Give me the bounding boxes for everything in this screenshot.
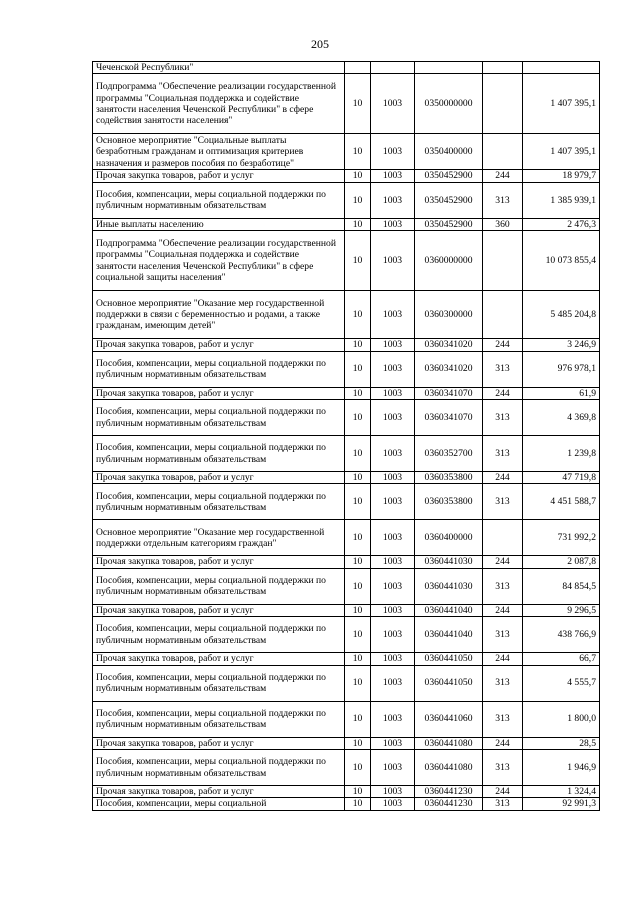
expense-type-cell: 244 (483, 387, 523, 399)
target-article-cell: 0360441080 (415, 750, 483, 786)
expense-type-cell: 360 (483, 218, 523, 230)
target-article-cell: 0360353800 (415, 484, 483, 520)
expense-type-cell: 244 (483, 737, 523, 749)
section-cell: 10 (345, 231, 371, 291)
row-name-cell: Прочая закупка товаров, работ и услуг (93, 556, 345, 568)
expense-type-cell (483, 231, 523, 291)
target-article-cell: 0360441030 (415, 568, 483, 604)
amount-cell (523, 62, 600, 74)
row-name-cell: Пособия, компенсации, меры социальной поддержки по публичным нормативным обязательствам (93, 436, 345, 472)
subsection-cell: 1003 (371, 74, 415, 134)
section-cell: 10 (345, 617, 371, 653)
section-cell: 10 (345, 182, 371, 218)
section-cell: 10 (345, 484, 371, 520)
expense-type-cell (483, 62, 523, 74)
row-name-cell: Пособия, компенсации, меры социальной поддержки по публичным нормативным обязательствам (93, 701, 345, 737)
section-cell (345, 62, 371, 74)
subsection-cell: 1003 (371, 798, 415, 810)
target-article-cell: 0360400000 (415, 520, 483, 556)
amount-cell: 1 385 939,1 (523, 182, 600, 218)
row-name-cell: Основное мероприятие "Оказание мер государственной поддержки отдельным категориям граждан" (93, 520, 345, 556)
subsection-cell: 1003 (371, 786, 415, 798)
target-article-cell: 0360353800 (415, 472, 483, 484)
expense-type-cell: 244 (483, 472, 523, 484)
table-row (93, 231, 600, 291)
table-row (93, 701, 600, 737)
row-name-cell: Прочая закупка товаров, работ и услуг (93, 786, 345, 798)
table-row (93, 665, 600, 701)
subsection-cell: 1003 (371, 484, 415, 520)
page-number: 205 (311, 37, 329, 51)
row-name-cell: Прочая закупка товаров, работ и услуг (93, 170, 345, 182)
row-name-cell: Основное мероприятие "Социальные выплаты безработным гражданам и оптимизация критериев назначения и размеров пособия по безработице" (93, 134, 345, 170)
expense-type-cell: 313 (483, 182, 523, 218)
amount-cell: 731 992,2 (523, 520, 600, 556)
table-row (93, 170, 600, 182)
amount-cell: 84 854,5 (523, 568, 600, 604)
row-name-cell: Пособия, компенсации, меры социальной поддержки по публичным нормативным обязательствам (93, 617, 345, 653)
subsection-cell (371, 62, 415, 74)
subsection-cell: 1003 (371, 134, 415, 170)
expense-type-cell (483, 74, 523, 134)
section-cell: 10 (345, 436, 371, 472)
table-row (93, 737, 600, 749)
amount-cell: 4 451 588,7 (523, 484, 600, 520)
section-cell: 10 (345, 218, 371, 230)
amount-cell: 2 476,3 (523, 218, 600, 230)
amount-cell: 438 766,9 (523, 617, 600, 653)
section-cell: 10 (345, 737, 371, 749)
subsection-cell: 1003 (371, 568, 415, 604)
expense-type-cell: 244 (483, 653, 523, 665)
table-row (93, 62, 600, 74)
table-row (93, 291, 600, 339)
row-name-cell: Прочая закупка товаров, работ и услуг (93, 472, 345, 484)
expense-type-cell: 244 (483, 170, 523, 182)
section-cell: 10 (345, 170, 371, 182)
table-row (93, 617, 600, 653)
subsection-cell: 1003 (371, 291, 415, 339)
target-article-cell: 0360341020 (415, 351, 483, 387)
row-name-cell: Пособия, компенсации, меры социальной поддержки по публичным нормативным обязательствам (93, 351, 345, 387)
expense-type-cell (483, 520, 523, 556)
target-article-cell: 0360352700 (415, 436, 483, 472)
amount-cell: 47 719,8 (523, 472, 600, 484)
subsection-cell: 1003 (371, 653, 415, 665)
subsection-cell: 1003 (371, 617, 415, 653)
row-name-cell: Прочая закупка товаров, работ и услуг (93, 604, 345, 616)
expense-type-cell: 244 (483, 786, 523, 798)
section-cell: 10 (345, 339, 371, 351)
subsection-cell: 1003 (371, 556, 415, 568)
amount-cell: 92 991,3 (523, 798, 600, 810)
row-name-cell: Чеченской Республики" (93, 62, 345, 74)
row-name-cell: Пособия, компенсации, меры социальной поддержки по публичным нормативным обязательствам (93, 182, 345, 218)
table-row (93, 339, 600, 351)
section-cell: 10 (345, 74, 371, 134)
target-article-cell: 0350452900 (415, 182, 483, 218)
section-cell: 10 (345, 520, 371, 556)
section-cell: 10 (345, 472, 371, 484)
row-name-cell: Пособия, компенсации, меры социальной поддержки по публичным нормативным обязательствам (93, 400, 345, 436)
table-row (93, 400, 600, 436)
subsection-cell: 1003 (371, 665, 415, 701)
section-cell: 10 (345, 604, 371, 616)
row-name-cell: Подпрограмма "Обеспечение реализации государственной программы "Социальная поддержка и содействие занятости населения Чеченской Республики" в сфере содействия занятости населения" (93, 74, 345, 134)
amount-cell: 1 407 395,1 (523, 74, 600, 134)
expense-type-cell: 313 (483, 617, 523, 653)
amount-cell: 3 246,9 (523, 339, 600, 351)
target-article-cell (415, 62, 483, 74)
row-name-cell: Пособия, компенсации, меры социальной поддержки по публичным нормативным обязательствам (93, 568, 345, 604)
section-cell: 10 (345, 400, 371, 436)
target-article-cell: 0360441230 (415, 798, 483, 810)
amount-cell: 66,7 (523, 653, 600, 665)
row-name-cell: Иные выплаты населению (93, 218, 345, 230)
row-name-cell: Пособия, компенсации, меры социальной поддержки по публичным нормативным обязательствам (93, 750, 345, 786)
section-cell: 10 (345, 701, 371, 737)
table-row (93, 218, 600, 230)
target-article-cell: 0360441050 (415, 665, 483, 701)
row-name-cell: Пособия, компенсации, меры социальной поддержки по публичным нормативным обязательствам (93, 484, 345, 520)
row-name-cell: Пособия, компенсации, меры социальной поддержки по публичным нормативным обязательствам (93, 665, 345, 701)
amount-cell: 2 087,8 (523, 556, 600, 568)
target-article-cell: 0350452900 (415, 218, 483, 230)
target-article-cell: 0360441050 (415, 653, 483, 665)
table-row (93, 436, 600, 472)
expense-type-cell: 313 (483, 701, 523, 737)
subsection-cell: 1003 (371, 472, 415, 484)
target-article-cell: 0360341070 (415, 387, 483, 399)
target-article-cell: 0360341070 (415, 400, 483, 436)
expense-type-cell (483, 291, 523, 339)
subsection-cell: 1003 (371, 520, 415, 556)
expense-type-cell (483, 134, 523, 170)
section-cell: 10 (345, 665, 371, 701)
section-cell: 10 (345, 750, 371, 786)
expense-type-cell: 244 (483, 604, 523, 616)
section-cell: 10 (345, 351, 371, 387)
section-cell: 10 (345, 134, 371, 170)
amount-cell: 18 979,7 (523, 170, 600, 182)
expense-type-cell: 313 (483, 351, 523, 387)
row-name-cell: Прочая закупка товаров, работ и услуг (93, 339, 345, 351)
table-row (93, 351, 600, 387)
table-row (93, 568, 600, 604)
subsection-cell: 1003 (371, 170, 415, 182)
section-cell: 10 (345, 387, 371, 399)
row-name-cell: Прочая закупка товаров, работ и услуг (93, 653, 345, 665)
row-name-cell: Подпрограмма "Обеспечение реализации государственной программы "Социальная поддержка и содействие занятости населения Чеченской Республики" в сфере социальной защиты населения" (93, 231, 345, 291)
row-name-cell: Прочая закупка товаров, работ и услуг (93, 737, 345, 749)
target-article-cell: 0360441080 (415, 737, 483, 749)
target-article-cell: 0360000000 (415, 231, 483, 291)
table-row (93, 182, 600, 218)
amount-cell: 1 324,4 (523, 786, 600, 798)
subsection-cell: 1003 (371, 604, 415, 616)
expense-type-cell: 244 (483, 339, 523, 351)
target-article-cell: 0350452900 (415, 170, 483, 182)
amount-cell: 5 485 204,8 (523, 291, 600, 339)
expense-type-cell: 313 (483, 484, 523, 520)
subsection-cell: 1003 (371, 701, 415, 737)
amount-cell: 10 073 855,4 (523, 231, 600, 291)
amount-cell: 28,5 (523, 737, 600, 749)
amount-cell: 4 369,8 (523, 400, 600, 436)
table-row (93, 556, 600, 568)
subsection-cell: 1003 (371, 400, 415, 436)
expense-type-cell: 244 (483, 556, 523, 568)
subsection-cell: 1003 (371, 218, 415, 230)
subsection-cell: 1003 (371, 351, 415, 387)
subsection-cell: 1003 (371, 339, 415, 351)
expense-type-cell: 313 (483, 436, 523, 472)
subsection-cell: 1003 (371, 750, 415, 786)
table-row (93, 134, 600, 170)
section-cell: 10 (345, 786, 371, 798)
amount-cell: 976 978,1 (523, 351, 600, 387)
subsection-cell: 1003 (371, 182, 415, 218)
table-row (93, 750, 600, 786)
amount-cell: 1 946,9 (523, 750, 600, 786)
target-article-cell: 0360300000 (415, 291, 483, 339)
target-article-cell: 0350400000 (415, 134, 483, 170)
target-article-cell: 0360441040 (415, 617, 483, 653)
expense-type-cell: 313 (483, 798, 523, 810)
row-name-cell: Пособия, компенсации, меры социальной (93, 798, 345, 810)
expense-type-cell: 313 (483, 750, 523, 786)
table-row (93, 74, 600, 134)
amount-cell: 9 296,5 (523, 604, 600, 616)
target-article-cell: 0360441060 (415, 701, 483, 737)
target-article-cell: 0360441040 (415, 604, 483, 616)
row-name-cell: Основное мероприятие "Оказание мер государственной поддержки в связи с беременностью и родами, а также гражданам, имеющим детей" (93, 291, 345, 339)
section-cell: 10 (345, 798, 371, 810)
section-cell: 10 (345, 568, 371, 604)
amount-cell: 61,9 (523, 387, 600, 399)
section-cell: 10 (345, 556, 371, 568)
table-row (93, 387, 600, 399)
budget-table (92, 61, 600, 811)
expense-type-cell: 313 (483, 568, 523, 604)
amount-cell: 1 407 395,1 (523, 134, 600, 170)
subsection-cell: 1003 (371, 387, 415, 399)
subsection-cell: 1003 (371, 737, 415, 749)
amount-cell: 4 555,7 (523, 665, 600, 701)
subsection-cell: 1003 (371, 231, 415, 291)
target-article-cell: 0350000000 (415, 74, 483, 134)
target-article-cell: 0360341020 (415, 339, 483, 351)
row-name-cell: Прочая закупка товаров, работ и услуг (93, 387, 345, 399)
table-row (93, 653, 600, 665)
budget-table-body (93, 62, 600, 811)
table-row (93, 484, 600, 520)
section-cell: 10 (345, 653, 371, 665)
target-article-cell: 0360441230 (415, 786, 483, 798)
table-row (93, 520, 600, 556)
target-article-cell: 0360441030 (415, 556, 483, 568)
amount-cell: 1 800,0 (523, 701, 600, 737)
section-cell: 10 (345, 291, 371, 339)
table-row (93, 472, 600, 484)
expense-type-cell: 313 (483, 665, 523, 701)
table-row (93, 786, 600, 798)
amount-cell: 1 239,8 (523, 436, 600, 472)
table-row (93, 604, 600, 616)
expense-type-cell: 313 (483, 400, 523, 436)
subsection-cell: 1003 (371, 436, 415, 472)
table-row (93, 798, 600, 810)
